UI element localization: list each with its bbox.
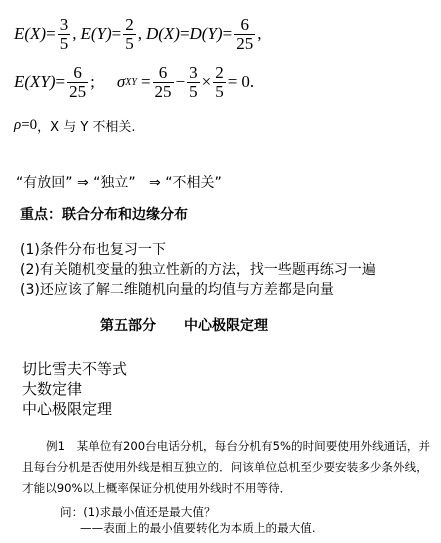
topic-chebyshev: 切比雪夫不等式 — [22, 360, 128, 378]
equals-sign: = — [140, 72, 151, 91]
example-problem: 例1 某单位有200台电话分机，每台分机有5%的时间要使用外线通话，并且每台分机是否使用外线是相互独立的．问该单位总机至少要安装多少条外线，才能以90%以上概率保证分机使用外线时不用等待． — [22, 439, 431, 495]
denominator: 25 — [154, 81, 172, 101]
key-point: 重点：联合分布和边缘分布 — [20, 207, 188, 223]
numerator: 2 — [215, 62, 224, 82]
equals-sign: = — [227, 72, 238, 91]
formula-covariance — [14, 62, 254, 102]
separator: , — [257, 24, 262, 43]
topic-law-of-large-numbers: 大数定律 — [22, 380, 83, 398]
review-item-3: (3)还应该了解二维随机向量的均值与方差都是向量 — [20, 282, 334, 298]
fraction-exy — [67, 64, 88, 101]
rho-conclusion: ，X 与 Y 不相关. — [37, 119, 136, 135]
fraction-term3 — [213, 64, 226, 101]
sigma-symbol: σ — [116, 72, 126, 91]
rho-line — [14, 114, 136, 136]
denominator: 25 — [236, 33, 254, 53]
numerator: 2 — [125, 14, 134, 34]
sigma-subscript: XY — [125, 76, 137, 88]
separator: ; — [90, 72, 95, 91]
ex-symbol: E(X) — [14, 24, 47, 43]
denominator: 5 — [125, 33, 134, 53]
chain-item-with-replacement: “有放回” — [16, 175, 73, 191]
equals-sign: = — [222, 24, 233, 43]
dy-symbol: D(Y) — [189, 24, 223, 43]
chain-item-uncorrelated: “不相关” — [165, 175, 222, 191]
fraction-term2 — [187, 64, 200, 101]
fraction-ex — [58, 16, 71, 53]
implication-chain — [16, 172, 222, 192]
numerator: 6 — [240, 14, 249, 34]
equals-sign: = — [55, 72, 66, 91]
rho-symbol: ρ — [14, 116, 22, 133]
formula-means-variances — [14, 14, 261, 54]
equals-sign: = — [21, 116, 30, 133]
denominator: 5 — [189, 81, 198, 101]
topic-central-limit-theorem: 中心极限定理 — [22, 400, 113, 418]
fraction-ey — [123, 16, 136, 53]
dx-symbol: D(X) — [145, 24, 180, 43]
ey-symbol: E(Y) — [80, 24, 112, 43]
review-item-2: (2)有关随机变量的独立性新的方法，找一些题再练习一遍 — [20, 262, 376, 278]
numerator: 6 — [158, 62, 168, 82]
times-sign: × — [201, 72, 212, 91]
denominator: 5 — [59, 33, 69, 53]
numerator: 6 — [73, 62, 82, 82]
exy-symbol: E(XY) — [14, 72, 56, 91]
result-value: 0. — [241, 72, 255, 91]
numerator: 3 — [189, 62, 198, 82]
equals-sign: = — [179, 24, 190, 43]
denominator: 5 — [215, 81, 224, 101]
fraction-term1 — [153, 64, 174, 101]
zero-value: 0 — [29, 116, 38, 133]
fraction-d — [234, 16, 255, 53]
separator: , — [72, 24, 77, 43]
minus-sign: − — [175, 72, 186, 91]
answer-line: ——表面上的最小值要转化为本质上的最大值. — [80, 521, 316, 535]
separator: , — [137, 24, 142, 43]
question-line: 问：(1)求最小值还是最大值？ — [60, 505, 216, 519]
denominator: 25 — [69, 81, 87, 101]
equals-sign: = — [46, 24, 56, 43]
numerator: 3 — [59, 14, 69, 34]
implies-arrow-icon: ⇒ — [149, 175, 161, 191]
part-title: 第五部分 中心极限定理 — [100, 318, 268, 334]
equals-sign: = — [111, 24, 122, 43]
review-item-1: (1)条件分布也复习一下 — [20, 242, 166, 258]
implies-arrow-icon: ⇒ — [76, 175, 89, 191]
chain-item-independent: “独立” — [93, 175, 136, 191]
